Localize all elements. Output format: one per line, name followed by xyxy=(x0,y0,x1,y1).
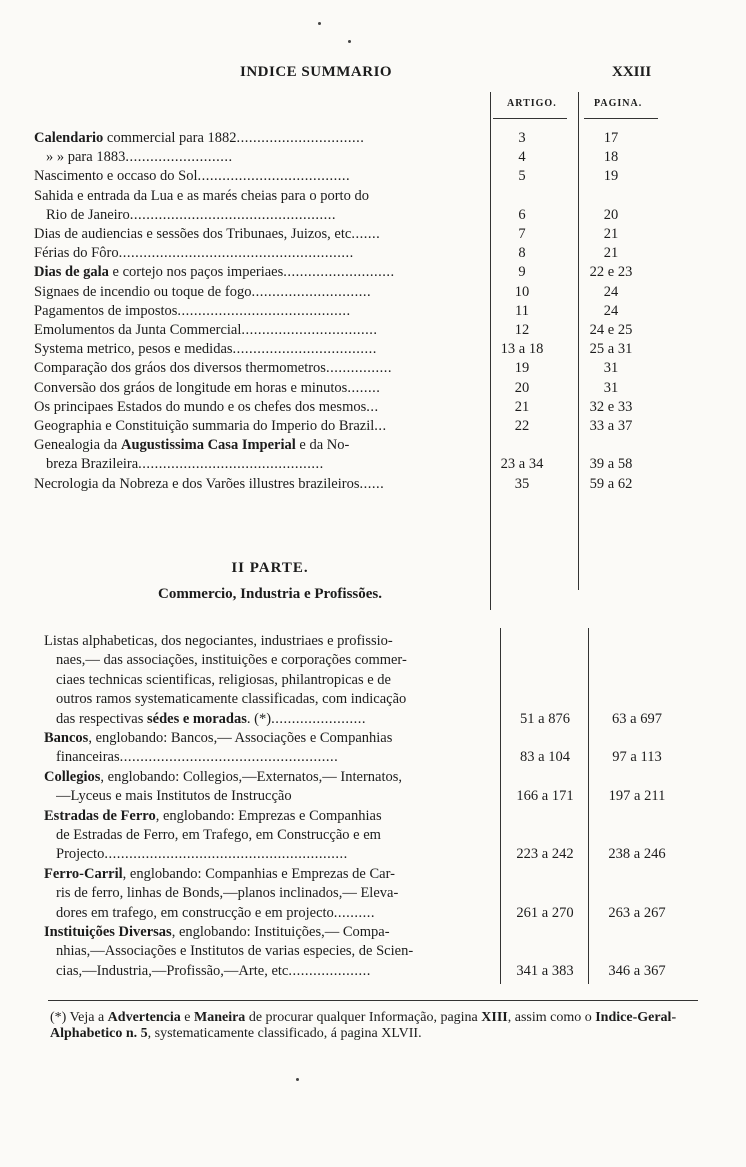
artigo-value: 261 a 270 xyxy=(516,904,574,921)
pagina-value: 238 a 246 xyxy=(608,846,666,863)
artigo-value: 7 xyxy=(518,226,526,242)
page-title: INDICE SUMMARIO xyxy=(240,64,393,80)
entry-text: ciaes technicas scientificas, religiosas, philantropicas e de xyxy=(56,671,391,688)
part2-label xyxy=(56,943,500,960)
pagina-value: 24 xyxy=(603,283,619,300)
part2-label xyxy=(56,749,500,766)
entry-leader: ....... xyxy=(351,226,381,242)
entry-leader: ... xyxy=(366,398,379,415)
part1-row xyxy=(0,149,746,168)
entry-text: Pagamentos de impostos xyxy=(34,302,178,319)
entry-leader: ............................... xyxy=(236,130,365,146)
entry-leader: ...... xyxy=(359,475,385,492)
page-number: XXIII xyxy=(612,64,652,80)
pagina-value: 97 a 113 xyxy=(612,749,662,766)
entry-leader: ................ xyxy=(325,360,392,377)
part2-row xyxy=(0,866,746,885)
part1-label xyxy=(34,284,488,301)
artigo-value: 11 xyxy=(515,302,529,319)
entry-text: financeiras xyxy=(56,749,120,766)
artigo-value: 10 xyxy=(514,283,530,300)
part1-row xyxy=(0,322,746,341)
entry-text: Emolumentos da Junta Commercial xyxy=(34,322,242,338)
part2-label xyxy=(44,866,500,883)
part1-label xyxy=(34,399,488,416)
part2-row xyxy=(0,749,746,768)
entry-leader: ..................................... xyxy=(197,168,351,185)
part1-row xyxy=(0,437,746,456)
part1-row xyxy=(0,360,746,379)
footnote-text-4: , assim como o xyxy=(507,1010,596,1025)
entry-text: Sahida e entrada da Lua e as marés cheias para o porto do xyxy=(34,187,369,204)
pagina-value: 63 a 697 xyxy=(612,710,662,727)
entry-text: , englobando: Instituições,— Compa- xyxy=(171,924,390,940)
part2-label xyxy=(56,652,500,669)
part2-row xyxy=(0,943,746,962)
pagina-value: 263 a 267 xyxy=(608,904,666,921)
part1-label xyxy=(34,437,488,454)
part2-label xyxy=(44,769,500,786)
entry-text: ris de ferro, linhas de Bonds,—planos inclinados,— Eleva- xyxy=(56,885,399,902)
part2-row xyxy=(0,808,746,827)
part1-label xyxy=(34,130,488,147)
pagina-value: 21 xyxy=(603,226,619,242)
pagina-value: 20 xyxy=(603,206,619,223)
part1-label xyxy=(46,456,488,473)
entry-text: Genealogia da xyxy=(34,437,121,454)
pagina-value: 18 xyxy=(603,149,619,166)
part2-row xyxy=(0,672,746,691)
part2-row xyxy=(0,846,746,865)
entry-text: naes,— das associações, instituições e corporações commer- xyxy=(56,652,407,669)
part1-label xyxy=(34,245,488,262)
part2-row xyxy=(0,885,746,904)
print-speck xyxy=(296,1078,299,1081)
footnote-bold-2: Maneira xyxy=(193,1010,246,1025)
part2-row xyxy=(0,633,746,652)
entry-bold: sédes e moradas xyxy=(147,710,247,727)
part1-label xyxy=(34,303,488,320)
part2-row xyxy=(0,691,746,710)
column-header-artigo: ARTIGO. xyxy=(507,98,557,109)
entry-leader: .................................................. xyxy=(129,206,337,223)
part1-row xyxy=(0,188,746,207)
part1-label xyxy=(34,226,488,243)
part2-row xyxy=(0,827,746,846)
part2-label xyxy=(56,905,500,922)
pagina-value: 24 e 25 xyxy=(589,322,633,338)
entry-leader: ............................. xyxy=(251,283,372,300)
footnote xyxy=(50,1010,686,1042)
part1-row xyxy=(0,456,746,475)
artigo-value: 51 a 876 xyxy=(520,710,570,727)
entry-text: breza Brazileira xyxy=(46,456,139,473)
part1-row xyxy=(0,226,746,245)
entry-leader: ..................................................... xyxy=(119,749,339,766)
pagina-value: 31 xyxy=(603,360,619,377)
part1-label xyxy=(34,168,488,185)
part2-label xyxy=(56,691,500,708)
entry-leader: .................... xyxy=(288,962,371,979)
part1-label xyxy=(46,207,488,224)
entry-text: outros ramos systematicamente classificadas, com indicação xyxy=(56,691,407,708)
entry-bold: Ferro-Carril xyxy=(44,865,123,882)
part1-row xyxy=(0,303,746,322)
artigo-value: 6 xyxy=(518,206,526,223)
footnote-bold-4: Indice-Geral-Alphabetico n. 5 xyxy=(50,1010,677,1041)
artigo-value: 223 a 242 xyxy=(516,846,574,863)
artigo-value: 83 a 104 xyxy=(520,749,570,766)
pagina-value: 25 a 31 xyxy=(589,341,633,358)
footnote-bold-1: Advertencia xyxy=(107,1010,181,1025)
pagina-value: 17 xyxy=(603,130,619,146)
pagina-value: 346 a 367 xyxy=(608,962,666,979)
entry-text: Listas alphabeticas, dos negociantes, industriaes e profissio- xyxy=(44,633,393,649)
pagina-value: 33 a 37 xyxy=(589,418,633,434)
entry-leader: ....................... xyxy=(271,710,366,727)
artigo-value: 20 xyxy=(514,379,530,396)
artigo-value: 21 xyxy=(514,398,530,415)
entry-bold: Augustissima Casa Imperial xyxy=(120,437,296,454)
footnote-bold-3: XIII xyxy=(481,1010,508,1025)
part1-row xyxy=(0,399,746,418)
entry-leader: ......................................................... xyxy=(118,245,354,262)
entry-text: commercial para 1882 xyxy=(103,130,237,146)
entry-text: , englobando: Bancos,— Associações e Companhias xyxy=(88,730,393,746)
artigo-value: 8 xyxy=(518,245,526,262)
entry-text: , englobando: Emprezas e Companhias xyxy=(155,807,382,824)
part2-label xyxy=(44,633,500,650)
part1-row xyxy=(0,341,746,360)
part2-label xyxy=(56,827,500,844)
entry-text: Os principaes Estados do mundo e os chefes dos mesmos xyxy=(34,398,367,415)
entry-bold: Dias de gala xyxy=(34,264,109,281)
part1-row xyxy=(0,476,746,495)
part1-row xyxy=(0,245,746,264)
part2-label xyxy=(44,730,500,747)
artigo-value: 166 a 171 xyxy=(516,788,574,805)
header-underline-pagina xyxy=(584,118,658,119)
pagina-value: 59 a 62 xyxy=(589,475,633,492)
entry-bold: Estradas de Ferro xyxy=(44,807,156,824)
entry-text: cias,—Industria,—Profissão,—Arte, etc xyxy=(56,962,289,979)
entry-text: Férias do Fôro xyxy=(34,245,119,262)
entry-bold: Instituições Diversas xyxy=(44,924,172,940)
entry-text: de Estradas de Ferro, em Trafego, em Construcção e em xyxy=(56,827,381,843)
footnote-text-5: , systematicamente classificado, á pagina XLVII. xyxy=(147,1026,422,1041)
artigo-value: 12 xyxy=(514,322,530,338)
part1-label xyxy=(34,264,488,281)
entry-text: Nascimento e occaso do Sol xyxy=(34,168,198,185)
entry-leader: ........................................................... xyxy=(104,846,348,863)
footnote-text-3: de procurar qualquer Informação, pagina xyxy=(245,1010,482,1025)
part1-row xyxy=(0,130,746,149)
footnote-text-1: (*) Veja a xyxy=(50,1010,108,1025)
header-underline-artigo xyxy=(493,118,567,119)
part1-row xyxy=(0,284,746,303)
pagina-value: 24 xyxy=(603,302,619,319)
entry-text: Conversão dos gráos de longitude em horas e minutos xyxy=(34,379,348,396)
part1-row xyxy=(0,207,746,226)
part2-heading: II PARTE. xyxy=(231,560,309,576)
part2-row xyxy=(0,711,746,730)
entry-text: Necrologia da Nobreza e dos Varões illustres brazileiros xyxy=(34,475,360,492)
entry-leader: .......................................... xyxy=(177,302,351,319)
part1-row xyxy=(0,418,746,437)
part2-label xyxy=(56,885,500,902)
entry-text: Signaes de incendio ou toque de fogo xyxy=(34,283,252,300)
part1-label xyxy=(46,149,488,166)
part2-label xyxy=(56,711,500,728)
entry-text: Comparação dos gráos dos diversos thermometros xyxy=(34,360,326,377)
entry-leader: ........................... xyxy=(283,264,395,281)
part2-label xyxy=(56,672,500,689)
part1-label xyxy=(34,341,488,358)
part1-label xyxy=(34,418,488,435)
entry-bold: Collegios xyxy=(44,768,101,785)
entry-text: Dias de audiencias e sessões dos Tribunaes, Juizos, etc xyxy=(34,226,352,242)
artigo-value: 35 xyxy=(514,475,530,492)
part1-label xyxy=(34,360,488,377)
print-speck xyxy=(348,40,351,43)
artigo-value: 13 a 18 xyxy=(500,341,544,358)
entry-text: dores em trafego, em construcção e em projecto xyxy=(56,904,334,921)
footnote-rule xyxy=(48,1000,698,1001)
column-header-pagina: PAGINA. xyxy=(594,98,643,109)
pagina-value: 197 a 211 xyxy=(608,788,666,805)
entry-leader: .......................... xyxy=(125,149,233,166)
part2-label xyxy=(56,963,500,980)
pagina-value: 21 xyxy=(603,245,619,262)
entry-text: e da No- xyxy=(295,437,350,454)
part2-row xyxy=(0,963,746,982)
entry-text: nhias,—Associações e Institutos de varias especies, de Scien- xyxy=(56,943,414,960)
entry-text: Systema metrico, pesos e medidas xyxy=(34,341,233,358)
pagina-value: 22 e 23 xyxy=(589,264,633,281)
part2-row xyxy=(0,730,746,749)
pagina-value: 31 xyxy=(603,379,619,396)
part1-row xyxy=(0,168,746,187)
entry-leader: ........ xyxy=(347,379,381,396)
entry-bold: Calendario xyxy=(34,130,104,146)
part2-label xyxy=(56,846,500,863)
entry-text: —Lyceus e mais Institutos de Instrucção xyxy=(56,788,292,805)
part2-row xyxy=(0,652,746,671)
print-speck xyxy=(318,22,321,25)
part1-label xyxy=(34,380,488,397)
entry-text: . (*) xyxy=(246,710,272,727)
entry-text: Projecto xyxy=(56,846,105,863)
entry-leader: ................................... xyxy=(232,341,377,358)
pagina-value: 19 xyxy=(603,168,619,185)
entry-text: » » para 1883 xyxy=(46,149,126,166)
part2-subheading: Commercio, Industria e Profissões. xyxy=(157,586,382,602)
artigo-value: 23 a 34 xyxy=(500,456,544,473)
entry-text: e cortejo nos paços imperiaes xyxy=(108,264,284,281)
artigo-value: 5 xyxy=(518,168,526,185)
entry-leader: ... xyxy=(374,418,387,434)
part1-label xyxy=(34,188,488,205)
entry-text: , englobando: Companhias e Emprezas de Car- xyxy=(122,865,395,882)
part2-label xyxy=(44,808,500,825)
entry-text: Rio de Janeiro xyxy=(46,206,130,223)
part2-row xyxy=(0,788,746,807)
entry-leader: ............................................. xyxy=(138,456,324,473)
part1-row xyxy=(0,380,746,399)
artigo-value: 3 xyxy=(518,130,526,146)
artigo-value: 22 xyxy=(514,418,530,434)
artigo-value: 341 a 383 xyxy=(516,962,574,979)
pagina-value: 32 e 33 xyxy=(589,398,633,415)
artigo-value: 19 xyxy=(514,360,530,377)
part2-label xyxy=(44,924,500,941)
pagina-value: 39 a 58 xyxy=(589,456,633,473)
entry-text: das respectivas xyxy=(56,710,147,727)
entry-text: Geographia e Constituição summaria do Imperio do Brazil xyxy=(34,418,375,434)
artigo-value: 4 xyxy=(518,149,526,166)
part1-row xyxy=(0,264,746,283)
entry-text: , englobando: Collegios,—Externatos,— Internatos, xyxy=(100,768,403,785)
entry-bold: Bancos xyxy=(44,730,89,746)
entry-leader: .......... xyxy=(333,904,376,921)
part1-label xyxy=(34,322,488,339)
part1-label xyxy=(34,476,488,493)
artigo-value: 9 xyxy=(518,264,526,281)
part2-row xyxy=(0,924,746,943)
part2-row xyxy=(0,769,746,788)
footnote-text-2: e xyxy=(180,1010,194,1025)
part2-row xyxy=(0,905,746,924)
part2-label xyxy=(56,788,500,805)
entry-leader: ................................. xyxy=(241,322,378,338)
